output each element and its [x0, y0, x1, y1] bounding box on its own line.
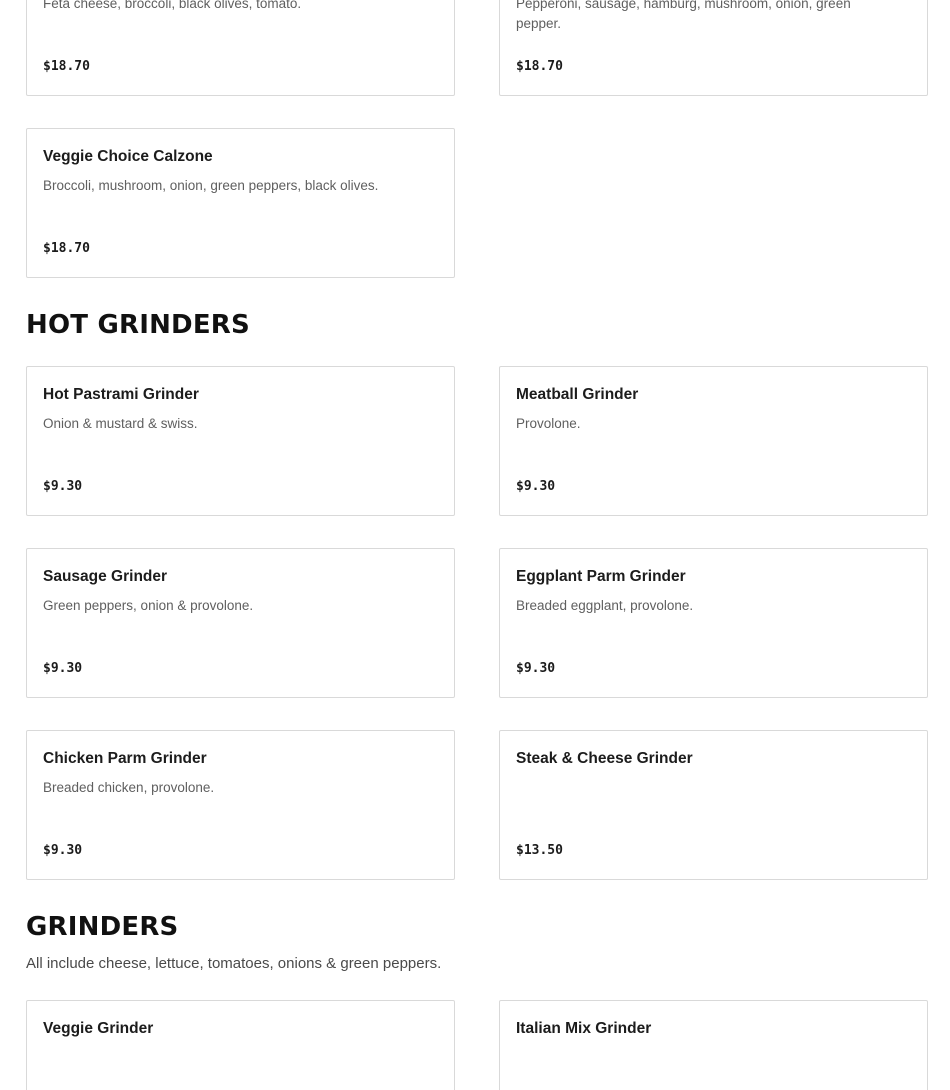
item-price: $18.70 — [516, 59, 563, 74]
item-price: $18.70 — [43, 59, 90, 74]
item-price: $9.30 — [43, 661, 83, 676]
item-description: Broccoli, mushroom, onion, green peppers, black olives. — [43, 178, 379, 193]
item-description: Breaded chicken, provolone. — [43, 780, 215, 795]
item-name: Meatball Grinder — [516, 386, 639, 403]
menu-item-card[interactable] — [26, 1000, 455, 1090]
item-name: Chicken Parm Grinder — [43, 750, 207, 767]
item-price: $13.50 — [516, 843, 563, 858]
menu-item-card[interactable] — [26, 366, 455, 516]
item-name: Veggie Grinder — [43, 1020, 154, 1037]
item-description: Provolone. — [516, 416, 581, 431]
item-description: Feta cheese, broccoli, black olives, tomato. — [43, 0, 302, 11]
item-description: Green peppers, onion & provolone. — [43, 598, 254, 613]
item-price: $18.70 — [43, 241, 90, 256]
menu-item-card[interactable] — [26, 730, 455, 880]
menu-item-card[interactable] — [499, 0, 928, 96]
item-name: Veggie Choice Calzone — [43, 148, 213, 165]
item-name: Sausage Grinder — [43, 568, 168, 585]
item-description: Breaded eggplant, provolone. — [516, 598, 694, 613]
menu-item-card[interactable] — [499, 1000, 928, 1090]
menu-item-card[interactable] — [499, 548, 928, 698]
menu-item-card[interactable] — [26, 128, 455, 278]
menu-item-card[interactable] — [26, 548, 455, 698]
section-title-hot-grinders: HOT GRINDERS — [26, 310, 250, 340]
section-title-grinders: GRINDERS — [26, 912, 179, 942]
item-name: Hot Pastrami Grinder — [43, 386, 199, 403]
item-name: Eggplant Parm Grinder — [516, 568, 686, 585]
menu-item-card[interactable] — [499, 730, 928, 880]
item-price: $9.30 — [43, 479, 83, 494]
item-price: $9.30 — [516, 479, 556, 494]
menu-item-card[interactable] — [26, 0, 455, 96]
item-name: Steak & Cheese Grinder — [516, 750, 693, 767]
item-description: Onion & mustard & swiss. — [43, 416, 198, 431]
item-description: Pepperoni, sausage, hamburg, mushroom, onion, green pepper. — [516, 0, 851, 31]
menu-item-card[interactable] — [499, 366, 928, 516]
item-name: Italian Mix Grinder — [516, 1020, 652, 1037]
item-price: $9.30 — [516, 661, 556, 676]
section-subtitle: All include cheese, lettuce, tomatoes, onions & green peppers. — [26, 955, 442, 972]
item-price: $9.30 — [43, 843, 83, 858]
